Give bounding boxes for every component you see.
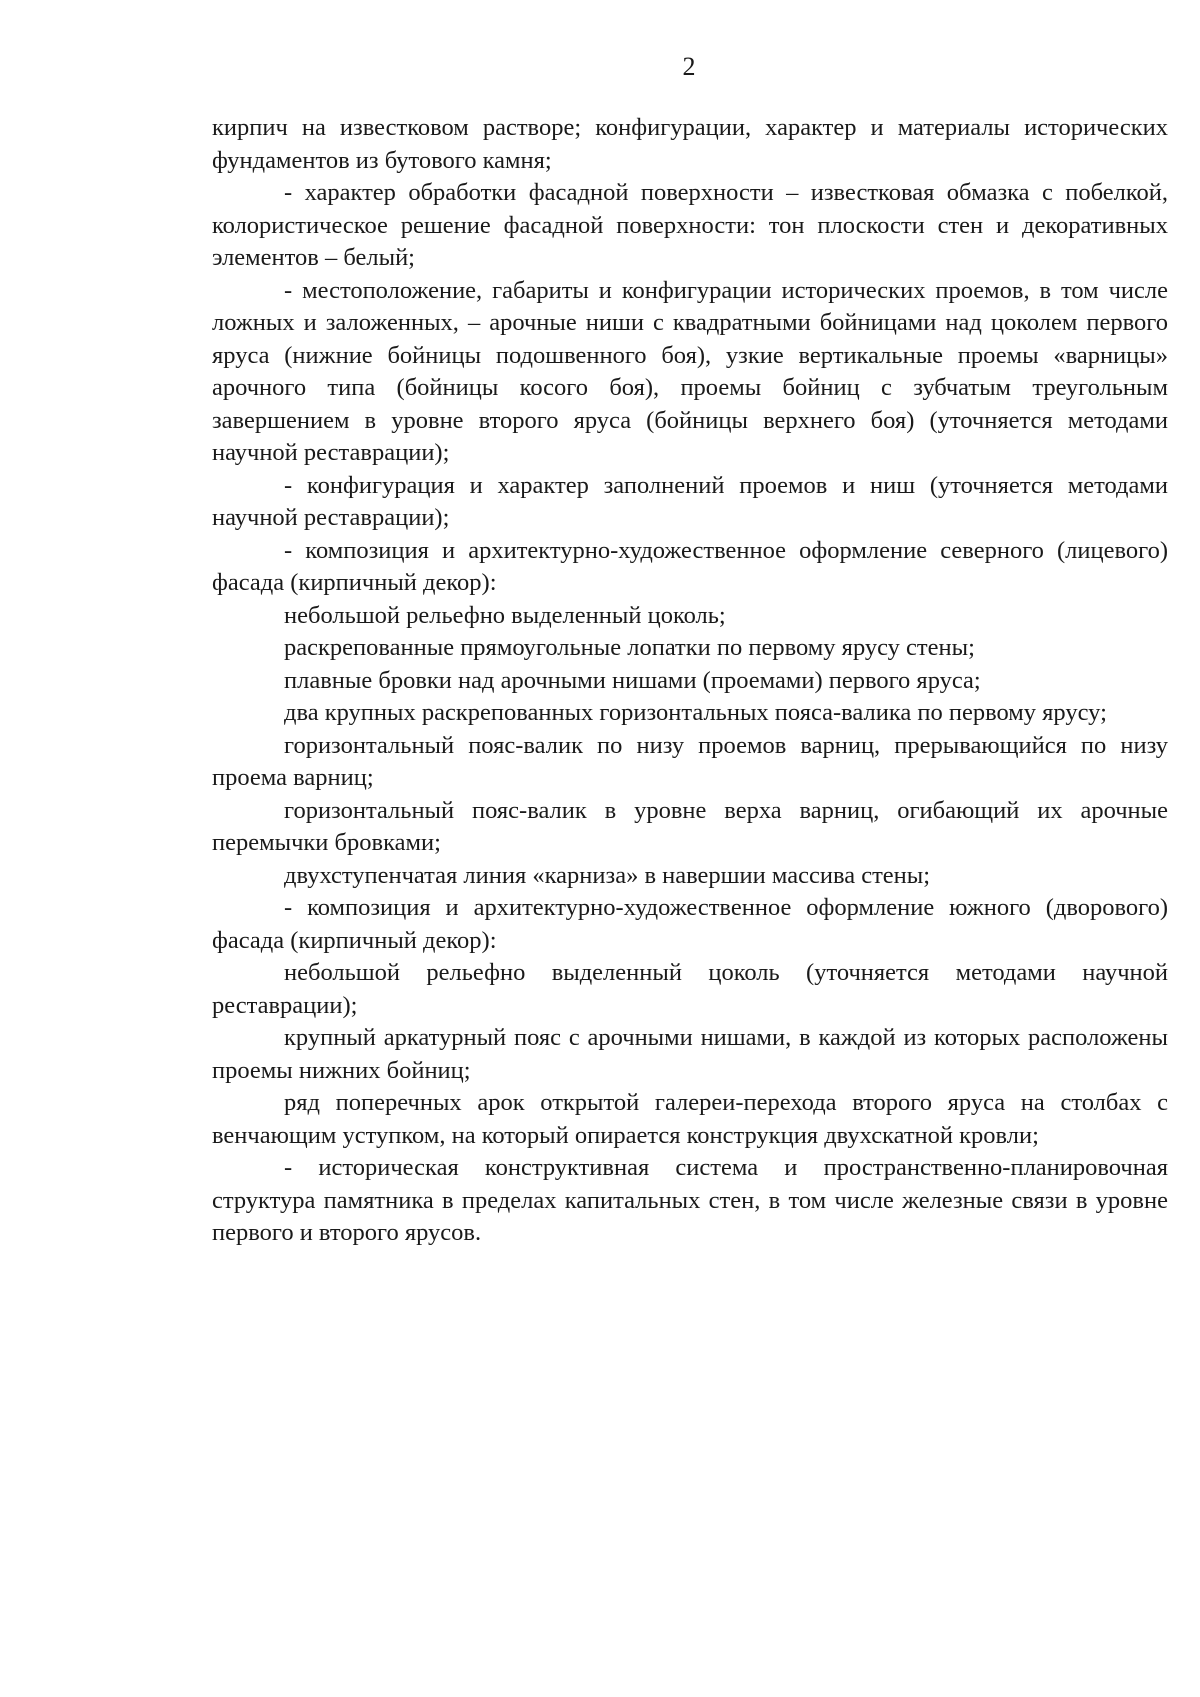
list-item-plinth-north: небольшой рельефно выделенный цоколь; bbox=[284, 601, 726, 629]
paragraph-north-facade: - композиция и архитектурно-художественное оформление северного (лицевого) фасада (кирпичный декор): bbox=[212, 536, 1168, 596]
paragraph-fillings: - конфигурация и характер заполнений проемов и ниш (уточняется методами научной реставрации); bbox=[212, 471, 1168, 531]
paragraph-facade-finish: - характер обработки фасадной поверхности – известковая обмазка с побелкой, колористическое решение фасадной поверхности: тон плоскости стен и декоративных элементов – белый; bbox=[212, 179, 1168, 271]
list-item-belts: два крупных раскрепованных горизонтальных пояса-валика по первому ярусу; bbox=[284, 699, 1107, 726]
paragraph-continuation: кирпич на известковом растворе; конфигурации, характер и материалы исторических фундаментов из бутового камня; bbox=[212, 114, 1168, 174]
list-item-gallery-arches: ряд поперечных арок открытой галереи-перехода второго яруса на столбах с венчающим уступком, на который опирается конструкция двухскатной кровли; bbox=[212, 1089, 1168, 1149]
list-item-pilasters: раскрепованные прямоугольные лопатки по первому ярусу стены; bbox=[284, 634, 975, 661]
list-item-plinth-south: небольшой рельефно выделенный цоколь (уточняется методами научной реставрации); bbox=[212, 959, 1168, 1019]
list-item-brows: плавные бровки над арочными нишами (проемами) первого яруса; bbox=[284, 666, 981, 694]
list-item-lower-belt: горизонтальный пояс-валик по низу проемов варниц, прерывающийся по низу проема варниц; bbox=[212, 731, 1168, 791]
list-item-arcature: крупный аркатурный пояс с арочными нишами, в каждой из которых расположены проемы нижних бойниц; bbox=[212, 1024, 1168, 1084]
document-body bbox=[212, 112, 1168, 1250]
list-item-cornice: двухступенчатая линия «карниза» в навершии массива стены; bbox=[284, 861, 931, 889]
paragraph-openings: - местоположение, габариты и конфигурации исторических проемов, в том числе ложных и заложенных, – арочные ниши с квадратными бойницами над цоколем первого яруса (нижние бойницы подошвенного боя), узкие вертикальные проемы «варницы» арочного типа (бойницы косого боя), проемы бойниц с зубчатым треугольным завершением в уровне второго яруса (бойницы верхнего боя) (уточняется методами научной реставрации); bbox=[212, 276, 1168, 466]
paragraph-structure: - историческая конструктивная система и пространственно-планировочная структура памятника в пределах капитальных стен, в том числе железные связи в уровне первого и второго ярусов. bbox=[212, 1154, 1168, 1246]
paragraph-south-facade: - композиция и архитектурно-художественное оформление южного (дворового) фасада (кирпичный декор): bbox=[212, 894, 1168, 954]
list-item-upper-belt: горизонтальный пояс-валик в уровне верха варниц, огибающий их арочные перемычки бровками; bbox=[212, 796, 1168, 856]
page-number: 2 bbox=[682, 52, 696, 81]
